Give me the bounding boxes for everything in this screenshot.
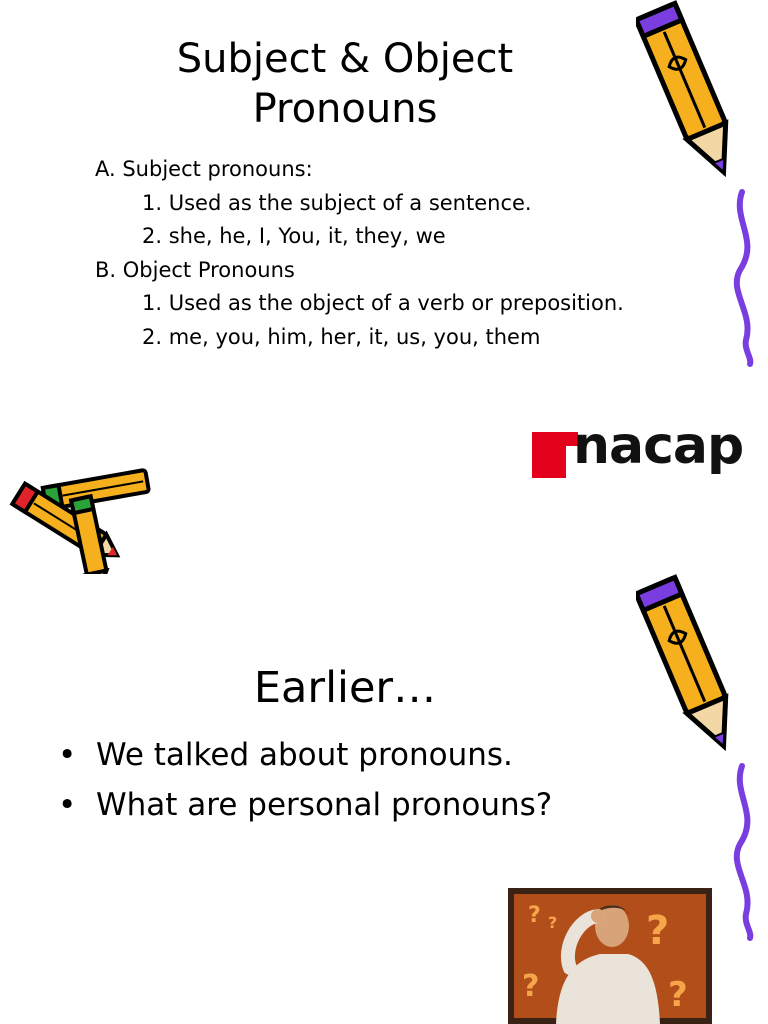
svg-text:?: ?	[522, 969, 540, 1004]
title-line-1: Subject & Object	[176, 36, 514, 82]
outline-item: B. Object Pronouns	[95, 257, 295, 282]
slide-title: Earlier…	[253, 663, 437, 713]
svg-text:?: ?	[646, 908, 670, 954]
slide-title	[90, 34, 600, 134]
list-item	[58, 730, 552, 780]
svg-text:?: ?	[548, 913, 558, 932]
svg-text:?: ?	[668, 975, 688, 1015]
outline-list	[95, 153, 624, 355]
logo-mark	[532, 432, 578, 478]
svg-text:?: ?	[528, 903, 541, 928]
outline-item: 1. Used as the subject of a sentence.	[142, 190, 532, 215]
bullet-text: What are personal pronouns?	[96, 787, 553, 823]
logo-text: nacap	[573, 416, 744, 476]
bullet-glyph: •	[58, 737, 77, 773]
outline-item: 1. Used as the object of a verb or preposition.	[142, 291, 624, 316]
outline-item: 2. me, you, him, her, it, us, you, them	[142, 324, 541, 349]
crossed-pencils-icon	[0, 462, 160, 574]
bullet-list	[58, 730, 552, 830]
outline-item: 2. she, he, I, You, it, they, we	[142, 224, 446, 249]
outline-item: A. Subject pronouns:	[95, 157, 313, 181]
pencil-icon	[636, 0, 768, 370]
list-item	[58, 780, 552, 830]
bullet-glyph: •	[58, 787, 77, 823]
inacap-logo	[532, 416, 754, 494]
confused-man-photo	[508, 888, 712, 1024]
bullet-text: We talked about pronouns.	[96, 737, 513, 773]
title-line-2: Pronouns	[252, 86, 438, 132]
slide-2	[0, 560, 768, 1024]
